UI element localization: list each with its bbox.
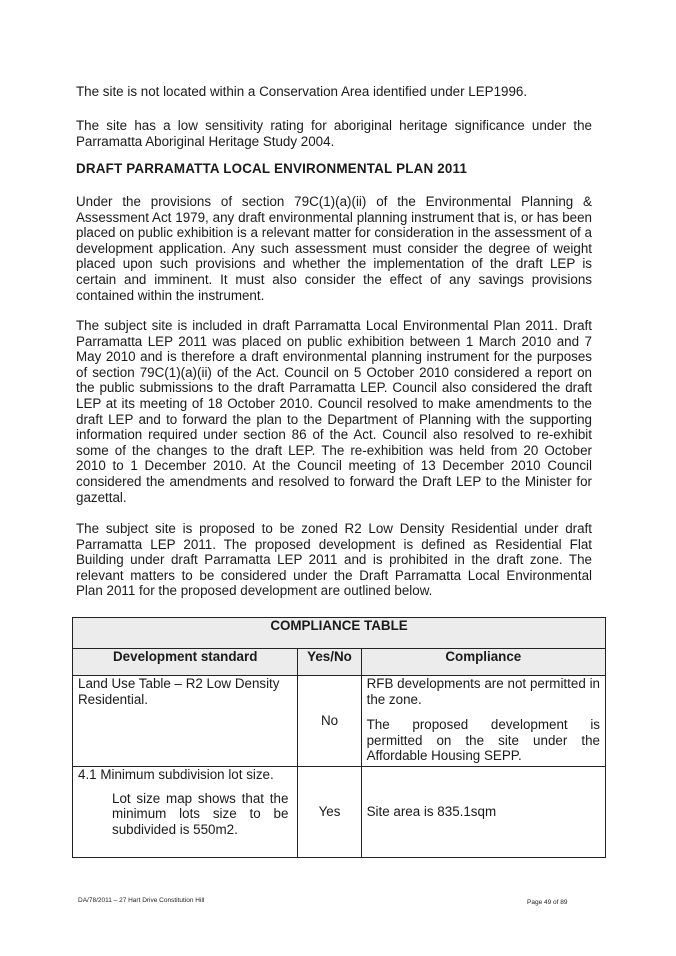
table-header-row [73, 649, 606, 676]
row-compliance-text: Site area is 835.1sqm [366, 804, 497, 820]
table-title-row [73, 618, 606, 649]
aboriginal-heritage-paragraph: The site has a low sensitivity rating for aboriginal heritage significance under the Parramatta Aboriginal Heritage Study 2004. [76, 118, 592, 149]
row-compliance-cell [361, 767, 605, 858]
footer-page-number: Page 49 of 89 [527, 899, 568, 906]
row-standard-detail: Lot size map shows that the minimum lots size to be subdivided is 550m2. [112, 790, 289, 837]
table-row [73, 676, 606, 767]
section-heading: DRAFT PARRAMATTA LOCAL ENVIRONMENTAL PLAN 2011 [76, 161, 468, 176]
row-compliance-cell [361, 676, 605, 767]
provisions-paragraph: Under the provisions of section 79C(1)(a)(ii) of the Environmental Planning & Assessment Act 1979, any draft environmental planning instrument that is, or has been placed on public exhibition is a relevant matter for consideration in the assessment of a development application. Any such assessment must consider the degree of weight placed upon such provisions and whether the implementation of the draft LEP is certain and imminent. It must also consider the effect of any savings provisions contained within the instrument. [76, 194, 592, 303]
header-compliance: Compliance [361, 649, 605, 676]
row-standard-cell [73, 676, 298, 767]
row-compliance-text: RFB developments are not permitted in the zone. [366, 676, 600, 707]
conservation-area-paragraph: The site is not located within a Conservation Area identified under LEP1996. [76, 84, 528, 99]
header-yes-no: Yes/No [298, 649, 361, 676]
row-yes-no: No [298, 676, 361, 767]
row-yes-no: Yes [298, 767, 361, 858]
zoning-paragraph: The subject site is proposed to be zoned R2 Low Density Residential under draft Parramatta LEP 2011. The proposed development is defined as Residential Flat Building under draft Parramatta LEP 2011 and is prohibited in the draft zone. The relevant matters to be considered under the Draft Parramatta Local Environmental Plan 2011 for the proposed development are outlined below. [76, 521, 592, 599]
header-development-standard: Development standard [73, 649, 298, 676]
compliance-table [72, 617, 606, 858]
footer-reference: DA/78/2011 – 27 Hart Drive Constitution Hill [78, 897, 205, 904]
table-title: COMPLIANCE TABLE [73, 618, 606, 649]
row-standard-cell [73, 767, 298, 858]
row-standard: Land Use Table – R2 Low Density Residential. [78, 676, 280, 707]
row-standard: 4.1 Minimum subdivision lot size. [78, 767, 274, 782]
row-compliance-text: The proposed development is permitted on the site under the Affordable Housing SEPP. [366, 717, 600, 764]
draft-lep-history-paragraph: The subject site is included in draft Parramatta Local Environmental Plan 2011. Draft Parramatta LEP 2011 was placed on public exhibition between 1 March 2010 and 7 May 2010 and is therefore a draft environmental planning instrument for the purposes of section 79C(1)(a)(ii) of the Act. Council on 5 October 2010 considered a report on the public submissions to the draft Parramatta LEP. Council also considered the draft LEP at its meeting of 18 October 2010. Council resolved to make amendments to the draft LEP and to forward the plan to the Department of Planning with the supporting information required under section 86 of the Act. Council also resolved to re-exhibit some of the changes to the draft LEP. The re-exhibition was held from 20 October 2010 to 1 December 2010. At the Council meeting of 13 December 2010 Council considered the amendments and resolved to forward the Draft LEP to the Minister for gazettal. [76, 318, 592, 505]
table-row [73, 767, 606, 858]
